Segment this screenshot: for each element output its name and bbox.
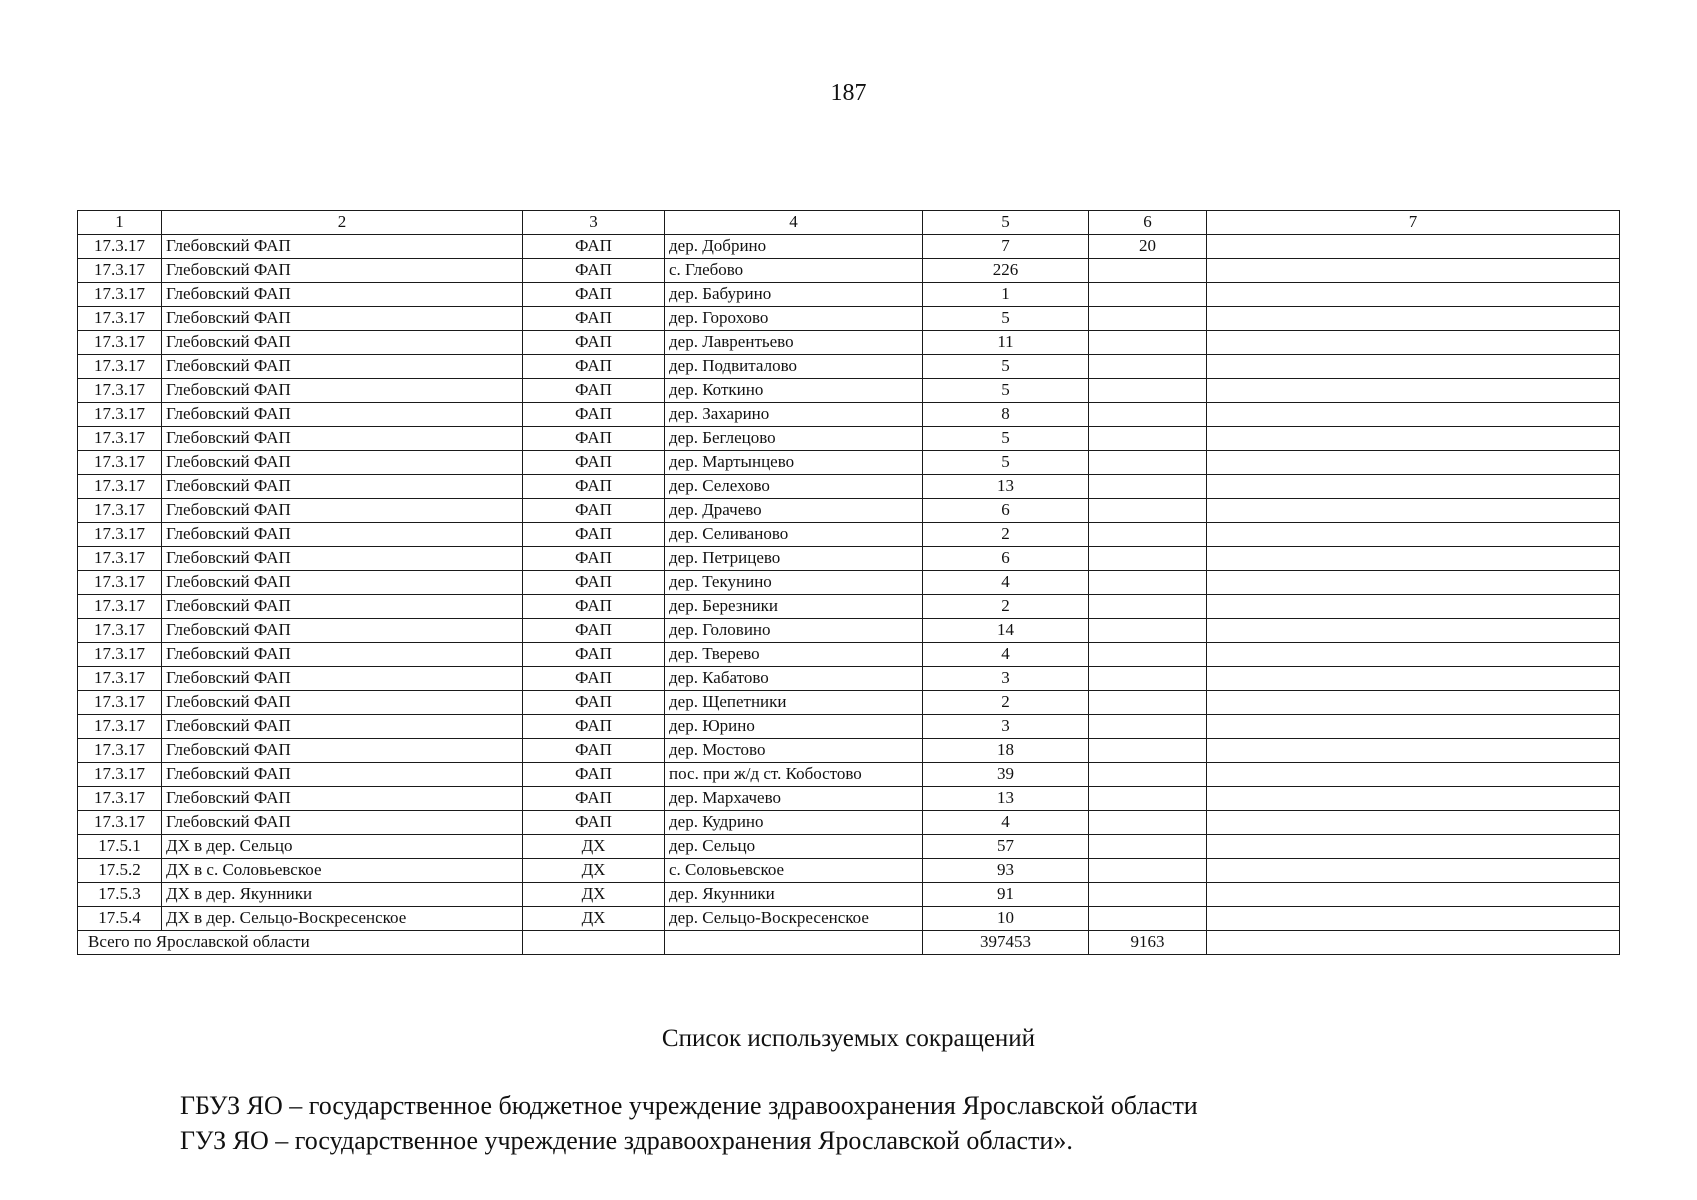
table-row bbox=[78, 571, 1620, 595]
table-cell: 17.3.17 bbox=[78, 787, 162, 811]
table-cell bbox=[1207, 739, 1620, 763]
table-cell: ДХ в дер. Якунники bbox=[162, 883, 523, 907]
table-cell: дер. Драчево bbox=[665, 499, 923, 523]
abbreviations-title: Список используемых сокращений bbox=[661, 1025, 1036, 1052]
table-cell bbox=[1207, 499, 1620, 523]
table-cell bbox=[1207, 403, 1620, 427]
table-cell: 57 bbox=[923, 835, 1089, 859]
table-cell: с. Соловьевское bbox=[665, 859, 923, 883]
table-cell bbox=[1089, 715, 1207, 739]
table-cell: дер. Сельцо-Воскресенское bbox=[665, 907, 923, 931]
table-cell bbox=[1207, 259, 1620, 283]
table-cell bbox=[1207, 475, 1620, 499]
table-cell: ФАП bbox=[523, 235, 665, 259]
table-cell: 17.3.17 bbox=[78, 451, 162, 475]
table-cell: 1 bbox=[923, 283, 1089, 307]
table-cell: 17.3.17 bbox=[78, 403, 162, 427]
table-cell: Глебовский ФАП bbox=[162, 715, 523, 739]
table-cell: дер. Сельцо bbox=[665, 835, 923, 859]
table-cell bbox=[1207, 523, 1620, 547]
table-cell: Глебовский ФАП bbox=[162, 355, 523, 379]
total-column-6: 9163 bbox=[1089, 931, 1207, 955]
table-cell bbox=[1207, 619, 1620, 643]
table-cell bbox=[1207, 691, 1620, 715]
table-row bbox=[78, 595, 1620, 619]
table-cell: Глебовский ФАП bbox=[162, 523, 523, 547]
table-cell: 17.3.17 bbox=[78, 523, 162, 547]
table-cell bbox=[1089, 811, 1207, 835]
table-cell: 17.3.17 bbox=[78, 763, 162, 787]
table-cell: 6 bbox=[923, 499, 1089, 523]
table-cell: ФАП bbox=[523, 811, 665, 835]
table-cell: 17.3.17 bbox=[78, 235, 162, 259]
table-cell: ФАП bbox=[523, 283, 665, 307]
table-cell: ФАП bbox=[523, 763, 665, 787]
table-cell: ДХ в дер. Сельцо bbox=[162, 835, 523, 859]
table-cell: 17.3.17 bbox=[78, 595, 162, 619]
table-cell bbox=[1089, 331, 1207, 355]
table-cell bbox=[1089, 787, 1207, 811]
table-cell: ФАП bbox=[523, 691, 665, 715]
table-cell: Глебовский ФАП bbox=[162, 739, 523, 763]
table-cell: Глебовский ФАП bbox=[162, 571, 523, 595]
table-row bbox=[78, 427, 1620, 451]
table-cell: ФАП bbox=[523, 523, 665, 547]
table-cell: дер. Коткино bbox=[665, 379, 923, 403]
table-cell: ФАП bbox=[523, 595, 665, 619]
table-row bbox=[78, 667, 1620, 691]
table-cell: дер. Селиваново bbox=[665, 523, 923, 547]
table-cell bbox=[1207, 571, 1620, 595]
table-cell: 10 bbox=[923, 907, 1089, 931]
column-header: 2 bbox=[162, 211, 523, 235]
table-cell bbox=[1089, 475, 1207, 499]
total-row bbox=[78, 931, 1620, 955]
table-cell bbox=[1207, 595, 1620, 619]
table-cell: ФАП bbox=[523, 475, 665, 499]
table-cell: 17.3.17 bbox=[78, 667, 162, 691]
table-cell bbox=[523, 931, 665, 955]
table-cell bbox=[1207, 547, 1620, 571]
table-cell: 17.3.17 bbox=[78, 571, 162, 595]
table-cell: 18 bbox=[923, 739, 1089, 763]
table-cell: ФАП bbox=[523, 739, 665, 763]
table-cell bbox=[1089, 499, 1207, 523]
table-cell: дер. Текунино bbox=[665, 571, 923, 595]
table-cell: Глебовский ФАП bbox=[162, 475, 523, 499]
table-cell: 17.3.17 bbox=[78, 643, 162, 667]
table-cell bbox=[1089, 763, 1207, 787]
table-row bbox=[78, 523, 1620, 547]
table-cell: 17.3.17 bbox=[78, 739, 162, 763]
table-cell: 17.3.17 bbox=[78, 427, 162, 451]
table-cell: Глебовский ФАП bbox=[162, 499, 523, 523]
table-row bbox=[78, 835, 1620, 859]
table-cell: Глебовский ФАП bbox=[162, 787, 523, 811]
table-cell: 17.5.2 bbox=[78, 859, 162, 883]
table-cell bbox=[1089, 667, 1207, 691]
table-cell: Глебовский ФАП bbox=[162, 403, 523, 427]
table-cell: дер. Захарино bbox=[665, 403, 923, 427]
column-header: 3 bbox=[523, 211, 665, 235]
table-row bbox=[78, 907, 1620, 931]
table-cell: Глебовский ФАП bbox=[162, 811, 523, 835]
table-cell: пос. при ж/д ст. Кобостово bbox=[665, 763, 923, 787]
table-cell: 20 bbox=[1089, 235, 1207, 259]
column-header: 7 bbox=[1207, 211, 1620, 235]
table-cell: дер. Мархачево bbox=[665, 787, 923, 811]
table-cell: 17.3.17 bbox=[78, 499, 162, 523]
table-cell bbox=[1089, 595, 1207, 619]
table-cell: дер. Добрино bbox=[665, 235, 923, 259]
table-cell: 17.3.17 bbox=[78, 691, 162, 715]
table-cell bbox=[1089, 691, 1207, 715]
table-row bbox=[78, 235, 1620, 259]
table-cell: Глебовский ФАП bbox=[162, 235, 523, 259]
table-cell: Глебовский ФАП bbox=[162, 619, 523, 643]
table-cell bbox=[1089, 571, 1207, 595]
table-cell: 2 bbox=[923, 595, 1089, 619]
table-cell bbox=[1089, 907, 1207, 931]
table-cell: ДХ в с. Соловьевское bbox=[162, 859, 523, 883]
table-cell: 13 bbox=[923, 787, 1089, 811]
table-cell bbox=[1089, 883, 1207, 907]
table-cell: 3 bbox=[923, 715, 1089, 739]
table-cell: Глебовский ФАП bbox=[162, 307, 523, 331]
table-cell bbox=[1207, 715, 1620, 739]
table-cell: ДХ bbox=[523, 883, 665, 907]
table-cell: 17.3.17 bbox=[78, 379, 162, 403]
table-cell bbox=[1089, 259, 1207, 283]
page-number: 187 bbox=[830, 80, 867, 106]
table-cell bbox=[1207, 859, 1620, 883]
table-cell bbox=[1207, 427, 1620, 451]
column-header: 5 bbox=[923, 211, 1089, 235]
table-cell: 17.3.17 bbox=[78, 259, 162, 283]
table-cell: ДХ bbox=[523, 859, 665, 883]
table-row bbox=[78, 763, 1620, 787]
table-cell: 91 bbox=[923, 883, 1089, 907]
table-header-row bbox=[78, 211, 1620, 235]
table-row bbox=[78, 499, 1620, 523]
table-row bbox=[78, 643, 1620, 667]
table-row bbox=[78, 859, 1620, 883]
table-cell: дер. Подвиталово bbox=[665, 355, 923, 379]
table-cell: 2 bbox=[923, 691, 1089, 715]
table-cell: Глебовский ФАП bbox=[162, 259, 523, 283]
table-cell: 2 bbox=[923, 523, 1089, 547]
table-cell: ФАП bbox=[523, 259, 665, 283]
table-cell: 5 bbox=[923, 451, 1089, 475]
settlements-table bbox=[77, 210, 1620, 955]
table-cell: 17.3.17 bbox=[78, 619, 162, 643]
table-cell: 5 bbox=[923, 379, 1089, 403]
table-cell: дер. Мартынцево bbox=[665, 451, 923, 475]
table-cell: 17.3.17 bbox=[78, 355, 162, 379]
table-cell: дер. Селехово bbox=[665, 475, 923, 499]
table-cell bbox=[1089, 283, 1207, 307]
table-cell bbox=[1089, 403, 1207, 427]
table-cell: дер. Беглецово bbox=[665, 427, 923, 451]
table-cell: дер. Щепетники bbox=[665, 691, 923, 715]
table-cell: Глебовский ФАП bbox=[162, 667, 523, 691]
table-body bbox=[78, 235, 1620, 931]
table-cell bbox=[1089, 427, 1207, 451]
table-cell: ФАП bbox=[523, 643, 665, 667]
table-cell bbox=[1207, 883, 1620, 907]
table-cell: 14 bbox=[923, 619, 1089, 643]
table-row bbox=[78, 715, 1620, 739]
table-cell bbox=[1089, 451, 1207, 475]
table-cell bbox=[1207, 811, 1620, 835]
table-cell: 17.5.3 bbox=[78, 883, 162, 907]
table-cell bbox=[1207, 331, 1620, 355]
table-cell: дер. Тверево bbox=[665, 643, 923, 667]
total-label: Всего по Ярославской области bbox=[78, 931, 523, 955]
table-cell: ФАП bbox=[523, 619, 665, 643]
table-row bbox=[78, 355, 1620, 379]
table-cell: ДХ bbox=[523, 907, 665, 931]
column-header: 4 bbox=[665, 211, 923, 235]
table-cell: дер. Петрицево bbox=[665, 547, 923, 571]
table-row bbox=[78, 787, 1620, 811]
table-cell: ФАП bbox=[523, 787, 665, 811]
table-cell bbox=[1089, 379, 1207, 403]
table-cell: 4 bbox=[923, 811, 1089, 835]
table-row bbox=[78, 379, 1620, 403]
table-cell: ФАП bbox=[523, 307, 665, 331]
table-cell: 17.3.17 bbox=[78, 475, 162, 499]
table-row bbox=[78, 259, 1620, 283]
table-cell: дер. Лаврентьево bbox=[665, 331, 923, 355]
table-cell: 4 bbox=[923, 643, 1089, 667]
table-cell: 17.3.17 bbox=[78, 547, 162, 571]
table-cell: 11 bbox=[923, 331, 1089, 355]
table-cell: дер. Головино bbox=[665, 619, 923, 643]
table-row bbox=[78, 475, 1620, 499]
table-row bbox=[78, 883, 1620, 907]
table-cell: 6 bbox=[923, 547, 1089, 571]
table-cell bbox=[1207, 787, 1620, 811]
table-row bbox=[78, 451, 1620, 475]
table-cell: 17.3.17 bbox=[78, 307, 162, 331]
table-cell: ФАП bbox=[523, 499, 665, 523]
table-cell: 5 bbox=[923, 355, 1089, 379]
table-row bbox=[78, 739, 1620, 763]
abbreviation-item: ГУЗ ЯО – государственное учреждение здравоохранения Ярославской области». bbox=[180, 1126, 1073, 1155]
table-cell: 13 bbox=[923, 475, 1089, 499]
table-cell: 3 bbox=[923, 667, 1089, 691]
table-row bbox=[78, 619, 1620, 643]
table-cell bbox=[1207, 283, 1620, 307]
table-cell: 17.3.17 bbox=[78, 283, 162, 307]
table-cell: ДХ в дер. Сельцо-Воскресенское bbox=[162, 907, 523, 931]
table-cell bbox=[1207, 451, 1620, 475]
table-cell: Глебовский ФАП bbox=[162, 331, 523, 355]
table-cell: 226 bbox=[923, 259, 1089, 283]
table-cell: 93 bbox=[923, 859, 1089, 883]
table-cell: ФАП bbox=[523, 331, 665, 355]
table-cell: дер. Юрино bbox=[665, 715, 923, 739]
table-cell bbox=[1207, 307, 1620, 331]
table-row bbox=[78, 403, 1620, 427]
column-header: 6 bbox=[1089, 211, 1207, 235]
table-cell: ФАП bbox=[523, 451, 665, 475]
table-cell: ФАП bbox=[523, 427, 665, 451]
table-cell bbox=[1207, 931, 1620, 955]
table-cell: с. Глебово bbox=[665, 259, 923, 283]
abbreviation-item: ГБУЗ ЯО – государственное бюджетное учреждение здравоохранения Ярославской области bbox=[180, 1091, 1198, 1120]
table-cell: дер. Кабатово bbox=[665, 667, 923, 691]
table-cell: дер. Кудрино bbox=[665, 811, 923, 835]
table-cell bbox=[665, 931, 923, 955]
table-cell: 17.3.17 bbox=[78, 715, 162, 739]
table-cell bbox=[1207, 379, 1620, 403]
table-cell bbox=[1207, 835, 1620, 859]
table-cell: Глебовский ФАП bbox=[162, 691, 523, 715]
table-cell bbox=[1089, 307, 1207, 331]
table-cell: Глебовский ФАП bbox=[162, 547, 523, 571]
table-cell: 39 bbox=[923, 763, 1089, 787]
abbreviations-list bbox=[180, 1088, 1198, 1158]
table-row bbox=[78, 691, 1620, 715]
table-row bbox=[78, 547, 1620, 571]
table-cell: 8 bbox=[923, 403, 1089, 427]
table-cell: Глебовский ФАП bbox=[162, 427, 523, 451]
table-cell: дер. Березники bbox=[665, 595, 923, 619]
table-cell: дер. Горохово bbox=[665, 307, 923, 331]
table-cell bbox=[1089, 739, 1207, 763]
table-cell bbox=[1207, 355, 1620, 379]
table-cell: дер. Якунники bbox=[665, 883, 923, 907]
table-row bbox=[78, 283, 1620, 307]
table-cell: Глебовский ФАП bbox=[162, 763, 523, 787]
table-cell bbox=[1207, 235, 1620, 259]
table-cell: дер. Мостово bbox=[665, 739, 923, 763]
table-cell: 17.3.17 bbox=[78, 331, 162, 355]
table-row bbox=[78, 331, 1620, 355]
table-cell: 5 bbox=[923, 307, 1089, 331]
table-cell: Глебовский ФАП bbox=[162, 283, 523, 307]
table-row bbox=[78, 811, 1620, 835]
table-cell: Глебовский ФАП bbox=[162, 379, 523, 403]
table-cell bbox=[1207, 907, 1620, 931]
table-cell: 17.3.17 bbox=[78, 811, 162, 835]
table-cell: 7 bbox=[923, 235, 1089, 259]
table-cell: дер. Бабурино bbox=[665, 283, 923, 307]
table-cell bbox=[1089, 523, 1207, 547]
table-cell: ФАП bbox=[523, 571, 665, 595]
table-cell: Глебовский ФАП bbox=[162, 643, 523, 667]
table-cell: Глебовский ФАП bbox=[162, 595, 523, 619]
table-row bbox=[78, 307, 1620, 331]
table-cell bbox=[1207, 643, 1620, 667]
table-cell: 5 bbox=[923, 427, 1089, 451]
table-cell bbox=[1089, 859, 1207, 883]
table-cell bbox=[1089, 835, 1207, 859]
table-cell: ДХ bbox=[523, 835, 665, 859]
table-cell: ФАП bbox=[523, 379, 665, 403]
table-cell bbox=[1089, 547, 1207, 571]
table-cell bbox=[1089, 619, 1207, 643]
total-population: 397453 bbox=[923, 931, 1089, 955]
table-cell bbox=[1207, 763, 1620, 787]
table-cell: ФАП bbox=[523, 667, 665, 691]
table-cell: 4 bbox=[923, 571, 1089, 595]
table-cell bbox=[1089, 643, 1207, 667]
table-cell bbox=[1089, 355, 1207, 379]
table-cell: ФАП bbox=[523, 715, 665, 739]
table-cell: 17.5.4 bbox=[78, 907, 162, 931]
table-cell: ФАП bbox=[523, 355, 665, 379]
table-cell: Глебовский ФАП bbox=[162, 451, 523, 475]
table-cell: 17.5.1 bbox=[78, 835, 162, 859]
column-header: 1 bbox=[78, 211, 162, 235]
table-cell: ФАП bbox=[523, 403, 665, 427]
table-cell bbox=[1207, 667, 1620, 691]
table-cell: ФАП bbox=[523, 547, 665, 571]
